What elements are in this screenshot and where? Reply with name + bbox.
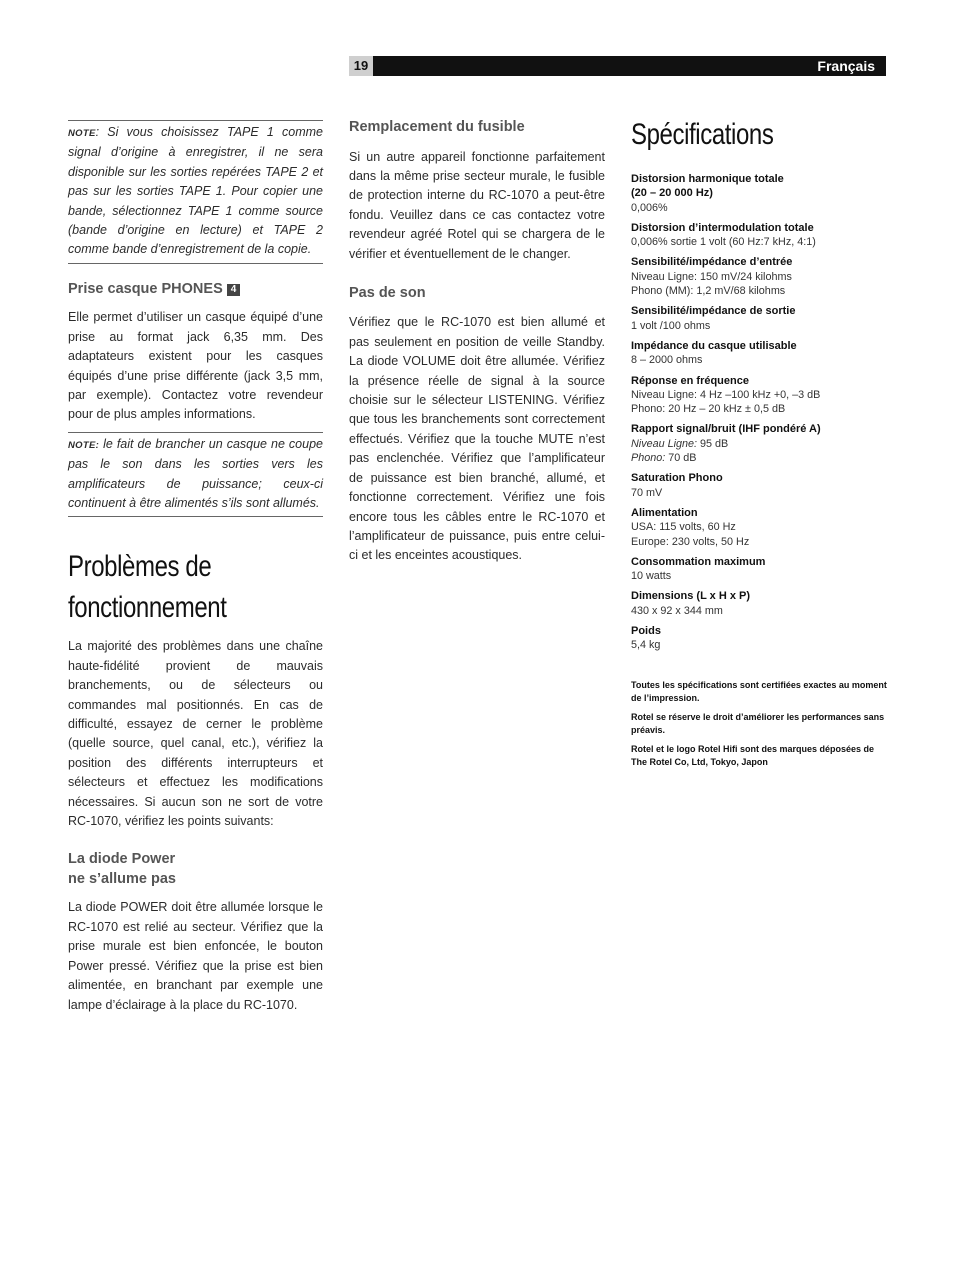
problems-paragraph: La majorité des problèmes dans une chaîne haute-fidélité provient de mauvais branchements, ou de sélecteurs ou commandes mal positionnés. En cas de difficulté, essayez de cerner le problème (quelle source, quel canal, etc.), vérifiez la position des différents interrupteurs et sélecteurs et effectuez les modifications nécessaires. Si aucun son ne sort de votre RC-1070, vérifiez les points suivants: <box>68 639 323 829</box>
section-title-problems <box>68 546 324 628</box>
fine-print <box>631 679 887 769</box>
heading-line: ne s’allume pas <box>68 870 176 887</box>
spec-value: 1 volt /100 ohms <box>631 319 711 332</box>
fine-print-line: Toutes les spécifications sont certifiées exactes au moment de l’impression. <box>631 679 887 703</box>
spec-power-supply <box>631 506 887 549</box>
spec-dimensions <box>631 589 887 618</box>
note-text: : Si vous choisissez TAPE 1 comme signal d’origine à enregistrer, il ne sera disponible sur les sorties repérées TAPE 2 et pas sur les sorties TAPE 1. Pour copier une bande, sélectionnez TAPE 1 comme source (bande d’origine en lecture) et TAPE 2 comme bande d’enregistrement de la copie. <box>68 125 323 257</box>
spec-value: 8 – 2000 ohms <box>631 354 703 367</box>
spec-value-number: 70 dB <box>665 452 697 465</box>
spec-list <box>631 172 887 653</box>
spec-consumption <box>631 555 887 584</box>
fine-print-line: Rotel se réserve le droit d’améliorer les performances sans préavis. <box>631 711 885 735</box>
spec-headphone <box>631 339 887 368</box>
spec-output <box>631 304 887 333</box>
reference-badge: 4 <box>227 284 241 296</box>
spec-label: (20 – 20 000 Hz) <box>631 187 713 200</box>
spec-value: 430 x 92 x 344 mm <box>631 604 723 617</box>
section-heading-power <box>68 850 323 889</box>
spec-value: 70 mV <box>631 486 663 499</box>
spec-label: Réponse en fréquence <box>631 374 749 387</box>
note-headphone <box>68 432 323 518</box>
no-sound-paragraph: Vérifiez que le RC-1070 est bien allumé et pas seulement en position de veille Standby. La diode VOLUME doit être allumée. Vérifiez la présence réelle de signal à la source choisie sur le sélecteur LISTENING. Vérifiez que tous les branchements sont correctement effectués. Vérifiez que la touche MUTE n’est pas enclenchée. Vérifiez que l’amplificateur de puissance est bien branché, allumé, et fonctionne correctement. Vérifiez une fois encore tous les câbles entre le RC-1070 et l’amplificateur de puissance, puis entre celui-ci et les enceintes acoustiques. <box>349 315 605 563</box>
spec-value-label: Niveau Ligne: <box>631 437 698 450</box>
title-line: Problèmes de <box>68 550 212 584</box>
language-label: Français <box>817 58 875 74</box>
heading-line: La diode Power <box>68 851 176 868</box>
spec-value: Niveau Ligne: 4 Hz –100 kHz +0, –3 dB <box>631 388 821 401</box>
spec-label: Impédance du casque utilisable <box>631 339 797 352</box>
column-right <box>631 118 887 775</box>
spec-weight <box>631 624 887 653</box>
spec-label: Consommation maximum <box>631 555 766 568</box>
spec-label: Distorsion harmonique totale <box>631 173 784 185</box>
spec-value <box>631 437 887 451</box>
spec-label: Rapport signal/bruit (IHF pondéré A) <box>631 423 821 436</box>
spec-value-label: Phono: <box>631 452 666 465</box>
language-header <box>373 56 886 76</box>
section-heading-phones <box>68 280 323 300</box>
heading-text: Prise casque PHONES <box>68 280 223 297</box>
fine-print-line: Rotel et le logo Rotel Hifi sont des marques déposées de The Rotel Co, Ltd, Tokyo, Japon <box>631 743 875 767</box>
spec-value: 0,006% sortie 1 volt (60 Hz:7 kHz, 4:1) <box>631 236 816 249</box>
spec-value <box>631 451 887 465</box>
section-heading-no-sound: Pas de son <box>349 284 426 301</box>
title-line: fonctionnement <box>68 591 227 625</box>
spec-value: Phono (MM): 1,2 mV/68 kilohms <box>631 285 786 298</box>
spec-snr <box>631 422 887 465</box>
spec-value-number: 95 dB <box>697 437 729 450</box>
spec-label: Sensibilité/impédance d’entrée <box>631 256 793 269</box>
fuse-paragraph: Si un autre appareil fonctionne parfaitement dans la même prise secteur murale, le fusible de protection interne du RC-1070 a peut-être fondu. Veuillez dans ce cas contactez votre revendeur agréé Rotel qui se chargera de le vérifier et éventuellement de le changer. <box>349 149 605 261</box>
spec-phono-saturation <box>631 471 887 500</box>
note-label: NOTE: <box>68 439 100 451</box>
spec-value: Phono: 20 Hz – 20 kHz ± 0,5 dB <box>631 403 786 416</box>
column-left <box>68 118 323 1015</box>
section-heading-fuse: Remplacement du fusible <box>349 119 525 135</box>
spec-label: Sensibilité/impédance de sortie <box>631 305 796 318</box>
note-tape <box>68 120 323 264</box>
note-text: le fait de brancher un casque ne coupe pas le son dans les sorties vers les amplificateurs de puissance; ceux-ci continuent à être alimentés s’ils sont allumés. <box>68 436 323 510</box>
phones-paragraph: Elle permet d’utiliser un casque équipé d’une prise au format jack 6,35 mm. Des adaptateurs existent pour les casques équipés d’une prise différente (jack 3,5 mm, par exemple). Contactez votre revendeur pour de plus amples informations. <box>68 310 323 422</box>
spec-value: USA: 115 volts, 60 Hz <box>631 521 736 534</box>
spec-input <box>631 255 887 298</box>
spec-value: 5,4 kg <box>631 639 661 652</box>
spec-value: Niveau Ligne: 150 mV/24 kilohms <box>631 270 792 283</box>
spec-label: Alimentation <box>631 506 698 519</box>
power-paragraph: La diode POWER doit être allumée lorsque le RC-1070 est relié au secteur. Vérifiez que la prise murale est bien enfoncée, le bouton Power pressé. Vérifiez que la prise est bien alimentée, en branchant par exemple une lampe d’éclairage à la place du RC-1070. <box>68 900 323 1012</box>
spec-thd <box>631 172 887 215</box>
spec-label: Poids <box>631 625 661 638</box>
section-title-specifications: Spécifications <box>631 118 774 151</box>
page-number: 19 <box>349 56 373 76</box>
column-middle <box>349 118 605 566</box>
spec-value: 0,006% <box>631 201 668 214</box>
spec-value: 10 watts <box>631 570 672 583</box>
note-label: NOTE <box>68 128 96 139</box>
spec-value: Europe: 230 volts, 50 Hz <box>631 535 750 548</box>
spec-imd <box>631 221 887 250</box>
spec-label: Dimensions (L x H x P) <box>631 590 750 603</box>
spec-label: Distorsion d’intermodulation totale <box>631 221 814 234</box>
spec-label: Saturation Phono <box>631 472 723 485</box>
spec-frequency <box>631 374 887 417</box>
